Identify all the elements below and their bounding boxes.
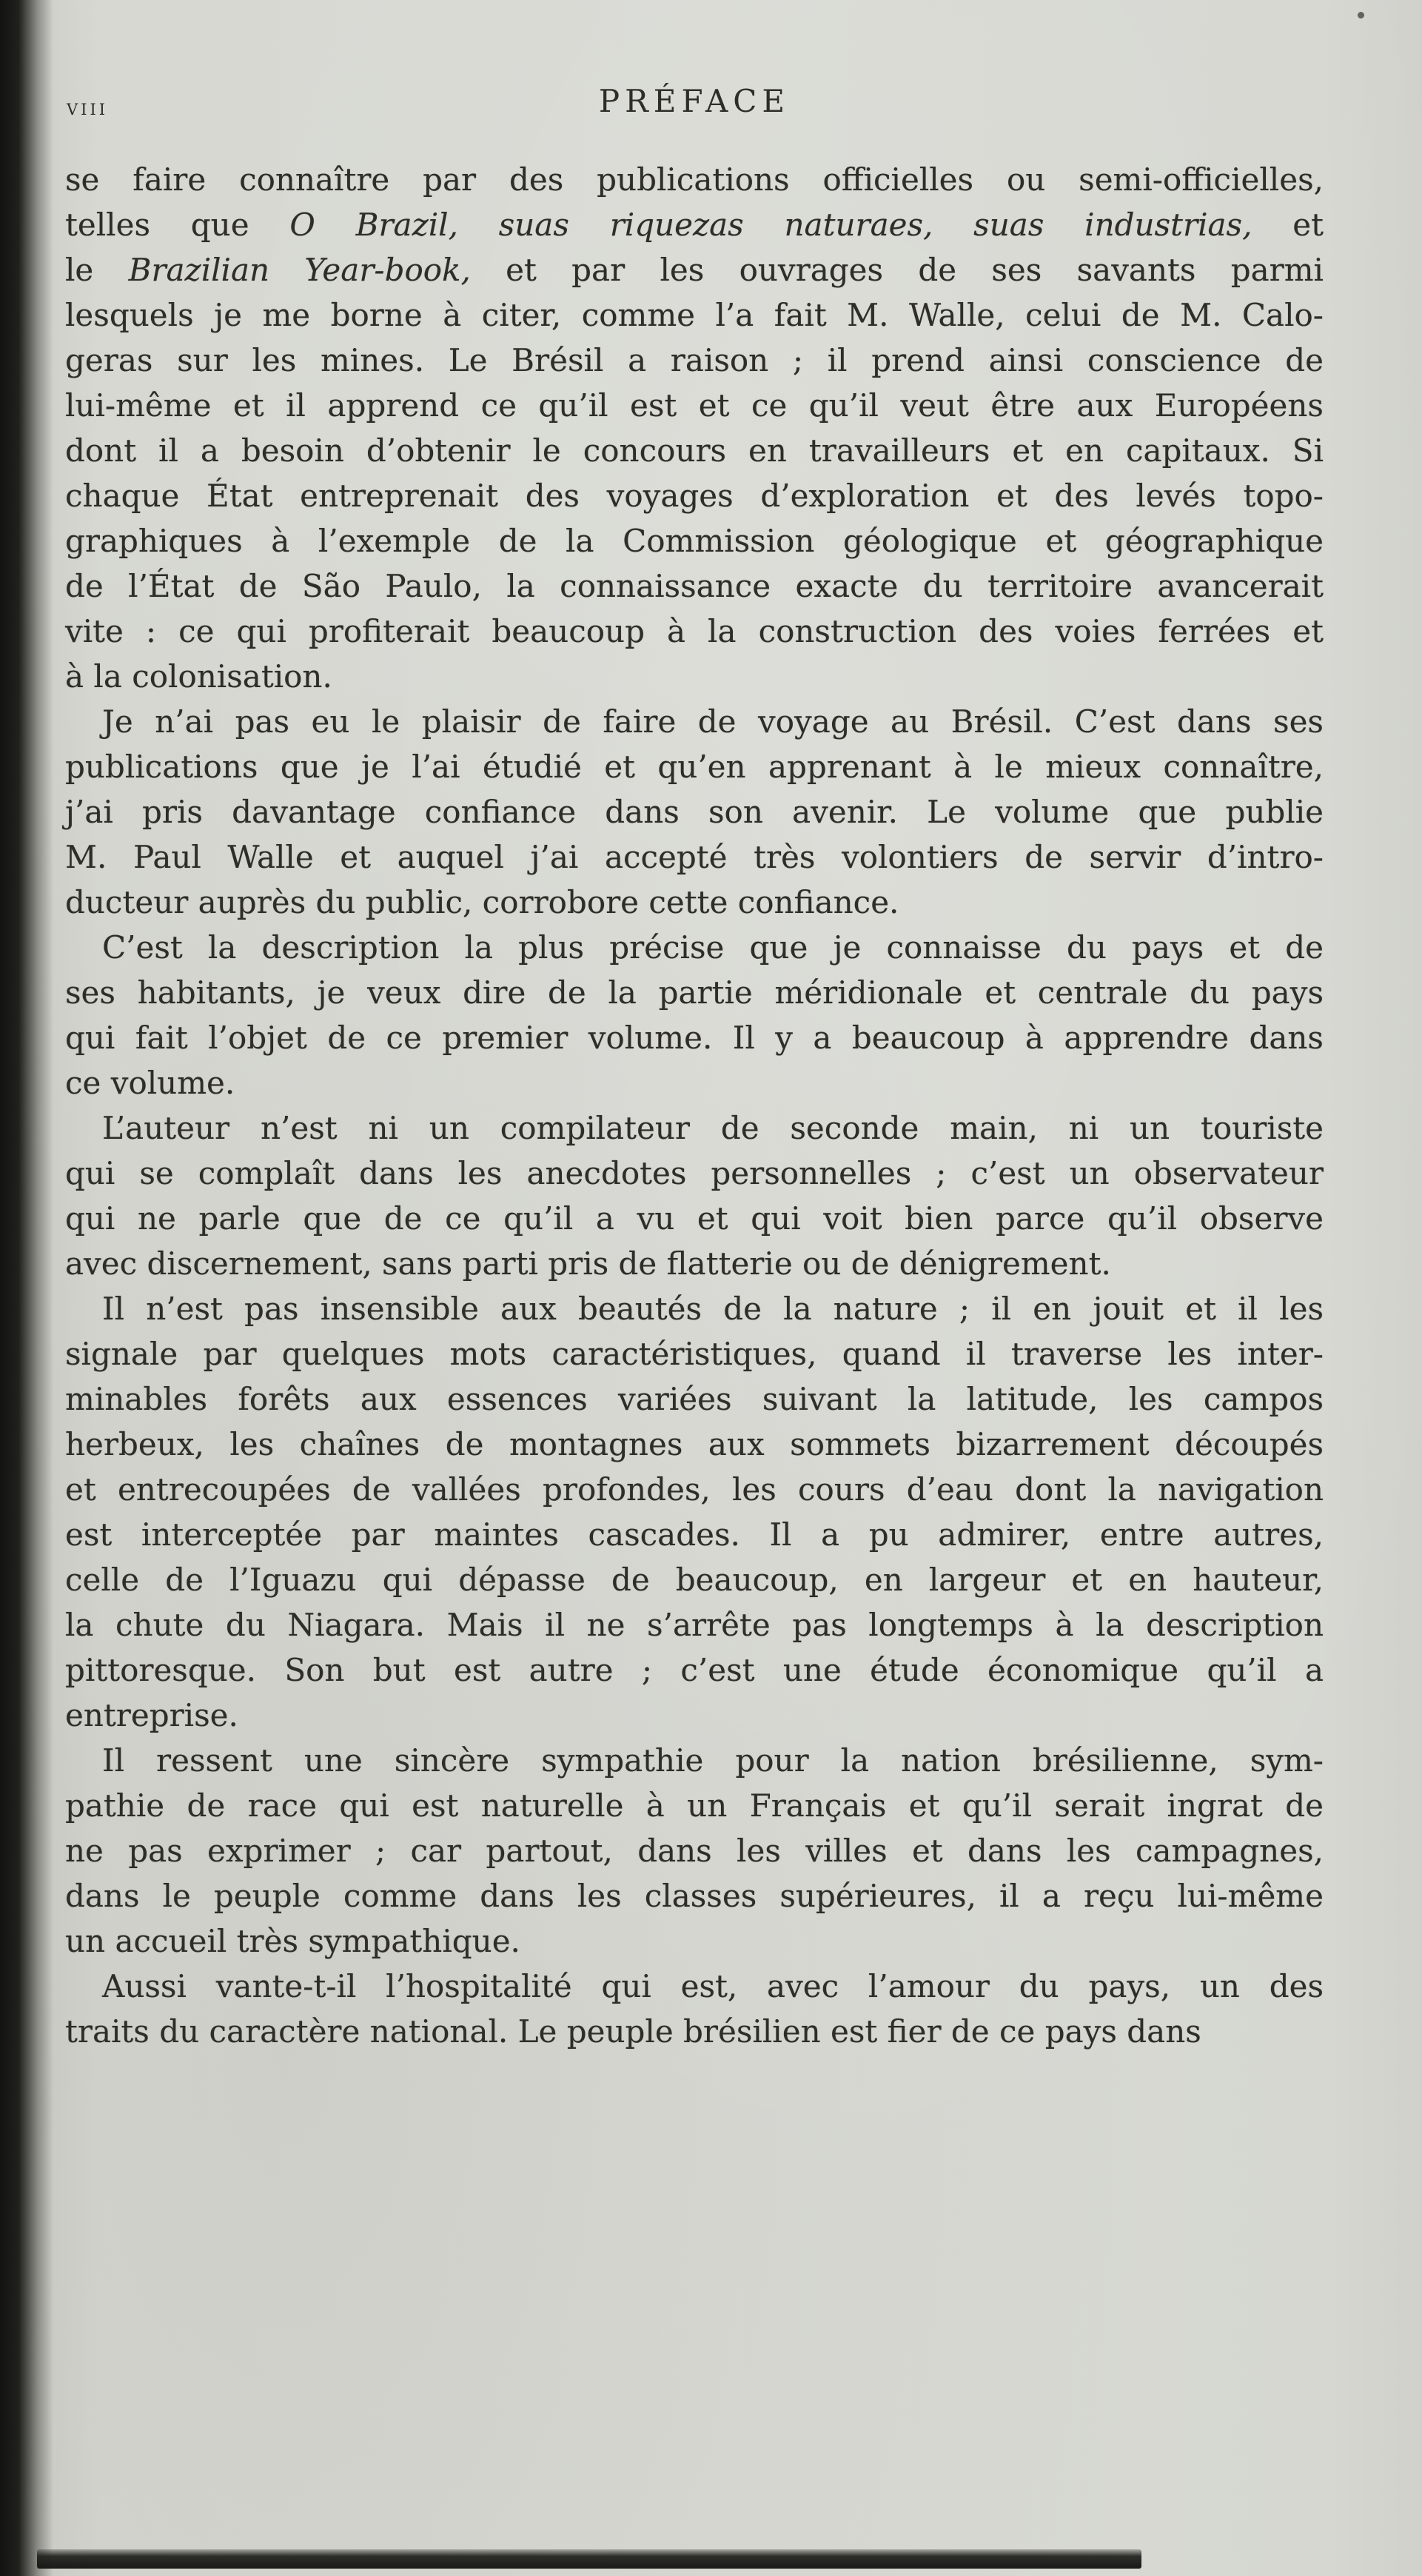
text-line bbox=[65, 338, 1324, 383]
text-segment: traits du caractère national. Le peuple brésilien est fier de ce pays dans bbox=[65, 2013, 1201, 2050]
text-segment: herbeux, les chaînes de montagnes aux sommets bizarrement découpés bbox=[65, 1426, 1324, 1462]
text-segment: se faire connaître par des publications officielles ou semi-officielles, bbox=[65, 161, 1324, 198]
text-segment: la chute du Niagara. Mais il ne s’arrête pas longtemps à la description bbox=[65, 1607, 1324, 1643]
text-segment: ce volume. bbox=[65, 1065, 235, 1101]
text-segment: qui ne parle que de ce qu’il a vu et qui voit bien parce qu’il observe bbox=[65, 1200, 1324, 1237]
page-number: viii bbox=[67, 95, 109, 121]
paragraph bbox=[65, 1105, 1324, 1286]
text-segment: à la colonisation. bbox=[65, 658, 332, 695]
text-segment: celle de l’Iguazu qui dépasse de beaucoup, en largeur et en hauteur, bbox=[65, 1562, 1324, 1598]
text-segment: un accueil très sympathique. bbox=[65, 1923, 520, 1959]
text-line bbox=[65, 292, 1324, 338]
text-segment: signale par quelques mots caractéristiques, quand il traverse les inter- bbox=[65, 1336, 1324, 1372]
text-segment: telles que bbox=[65, 207, 290, 243]
page-text bbox=[65, 157, 1324, 2054]
text-segment: et bbox=[1252, 207, 1324, 243]
text-line bbox=[65, 1738, 1324, 1783]
text-line bbox=[65, 157, 1324, 202]
text-segment: dans le peuple comme dans les classes supérieures, il a reçu lui-même bbox=[65, 1878, 1324, 1914]
text-line bbox=[65, 1241, 1324, 1286]
text-segment: Il ressent une sincère sympathie pour la nation brésilienne, sym- bbox=[102, 1742, 1324, 1779]
text-line bbox=[65, 1196, 1324, 1241]
text-line bbox=[65, 744, 1324, 789]
page-header bbox=[65, 83, 1324, 135]
text-segment: graphiques à l’exemple de la Commission géologique et géographique bbox=[65, 523, 1324, 559]
text-segment: Il n’est pas insensible aux beautés de la nature ; il en jouit et il les bbox=[102, 1291, 1324, 1327]
text-line bbox=[65, 428, 1324, 473]
text-line bbox=[65, 1286, 1324, 1331]
text-line bbox=[65, 247, 1324, 292]
text-line bbox=[65, 1557, 1324, 1602]
paragraph bbox=[65, 157, 1324, 699]
text-line bbox=[65, 202, 1324, 247]
text-line bbox=[65, 1964, 1324, 2009]
text-line bbox=[65, 1602, 1324, 1647]
paragraph bbox=[65, 1286, 1324, 1738]
text-line bbox=[65, 1467, 1324, 1512]
text-segment: ducteur auprès du public, corrobore cette confiance. bbox=[65, 884, 899, 920]
text-line bbox=[65, 654, 1324, 699]
text-line bbox=[65, 1105, 1324, 1151]
text-segment: L’auteur n’est ni un compilateur de seconde main, ni un touriste bbox=[102, 1110, 1324, 1146]
text-segment: C’est la description la plus précise que je connaisse du pays et de bbox=[102, 929, 1324, 966]
paragraph bbox=[65, 699, 1324, 925]
text-segment: qui se complaît dans les anecdotes personnelles ; c’est un observateur bbox=[65, 1155, 1324, 1191]
text-line bbox=[65, 1422, 1324, 1467]
text-segment: j’ai pris davantage confiance dans son avenir. Le volume que publie bbox=[65, 794, 1324, 830]
text-segment: Aussi vante-t-il l’hospitalité qui est, avec l’amour du pays, un des bbox=[102, 1968, 1324, 2004]
text-segment: qui fait l’objet de ce premier volume. Il y a beaucoup à apprendre dans bbox=[65, 1020, 1324, 1056]
text-segment: lesquels je me borne à citer, comme l’a fait M. Walle, celui de M. Calo- bbox=[65, 297, 1324, 333]
text-segment: Je n’ai pas eu le plaisir de faire de voyage au Brésil. C’est dans ses bbox=[102, 703, 1324, 740]
text-line bbox=[65, 834, 1324, 880]
text-line bbox=[65, 1331, 1324, 1376]
text-line bbox=[65, 473, 1324, 518]
paragraph bbox=[65, 925, 1324, 1105]
text-segment: et par les ouvrages de ses savants parmi bbox=[470, 252, 1324, 288]
italic-text-segment: O Brazil, suas riquezas naturaes, suas industrias, bbox=[289, 207, 1252, 243]
text-segment: dont il a besoin d’obtenir le concours en travailleurs et en capitaux. Si bbox=[65, 432, 1324, 469]
text-segment: pathie de race qui est naturelle à un Français et qu’il serait ingrat de bbox=[65, 1787, 1324, 1824]
text-segment: le bbox=[65, 252, 129, 288]
text-line bbox=[65, 1015, 1324, 1060]
text-segment: et entrecoupées de vallées profondes, les cours d’eau dont la navigation bbox=[65, 1471, 1324, 1508]
text-line bbox=[65, 518, 1324, 563]
text-line bbox=[65, 1151, 1324, 1196]
ink-speck bbox=[1358, 12, 1364, 19]
text-line bbox=[65, 1693, 1324, 1738]
binding-shadow bbox=[0, 0, 53, 2576]
text-line bbox=[65, 2009, 1324, 2054]
running-title: PRÉFACE bbox=[598, 83, 791, 119]
text-segment: geras sur les mines. Le Brésil a raison ; il prend ainsi conscience de bbox=[65, 342, 1324, 378]
text-segment: ne pas exprimer ; car partout, dans les villes et dans les campagnes, bbox=[65, 1833, 1324, 1869]
italic-text-segment: Brazilian Year-book, bbox=[128, 252, 471, 288]
text-line bbox=[65, 1873, 1324, 1918]
paragraph bbox=[65, 1964, 1324, 2054]
text-line bbox=[65, 383, 1324, 428]
text-line bbox=[65, 1783, 1324, 1828]
text-line bbox=[65, 1376, 1324, 1422]
text-line bbox=[65, 699, 1324, 744]
text-segment: ses habitants, je veux dire de la partie méridionale et centrale du pays bbox=[65, 974, 1324, 1011]
text-segment: chaque État entreprenait des voyages d’exploration et des levés topo- bbox=[65, 478, 1324, 514]
text-segment: de l’État de São Paulo, la connaissance exacte du territoire avancerait bbox=[65, 568, 1324, 604]
text-line bbox=[65, 1828, 1324, 1873]
text-line bbox=[65, 563, 1324, 609]
text-line bbox=[65, 970, 1324, 1015]
text-line bbox=[65, 1060, 1324, 1105]
text-line bbox=[65, 1647, 1324, 1693]
text-line bbox=[65, 789, 1324, 834]
text-segment: lui-même et il apprend ce qu’il est et ce qu’il veut être aux Européens bbox=[65, 387, 1324, 424]
text-line bbox=[65, 880, 1324, 925]
text-line bbox=[65, 1512, 1324, 1557]
text-line bbox=[65, 925, 1324, 970]
text-segment: publications que je l’ai étudié et qu’en apprenant à le mieux connaître, bbox=[65, 749, 1324, 785]
text-line bbox=[65, 1918, 1324, 1964]
text-segment: pittoresque. Son but est autre ; c’est une étude économique qu’il a bbox=[65, 1652, 1324, 1688]
text-segment: entreprise. bbox=[65, 1697, 238, 1733]
text-line bbox=[65, 609, 1324, 654]
text-segment: est interceptée par maintes cascades. Il a pu admirer, entre autres, bbox=[65, 1516, 1324, 1553]
text-segment: avec discernement, sans parti pris de flatterie ou de dénigrement. bbox=[65, 1245, 1111, 1282]
bottom-edge-shadow bbox=[37, 2549, 1141, 2569]
text-segment: vite : ce qui profiterait beaucoup à la construction des voies ferrées et bbox=[65, 613, 1324, 649]
text-segment: minables forêts aux essences variées suivant la latitude, les campos bbox=[65, 1381, 1324, 1417]
paragraph bbox=[65, 1738, 1324, 1964]
text-segment: M. Paul Walle et auquel j’ai accepté très volontiers de servir d’intro- bbox=[65, 839, 1324, 875]
